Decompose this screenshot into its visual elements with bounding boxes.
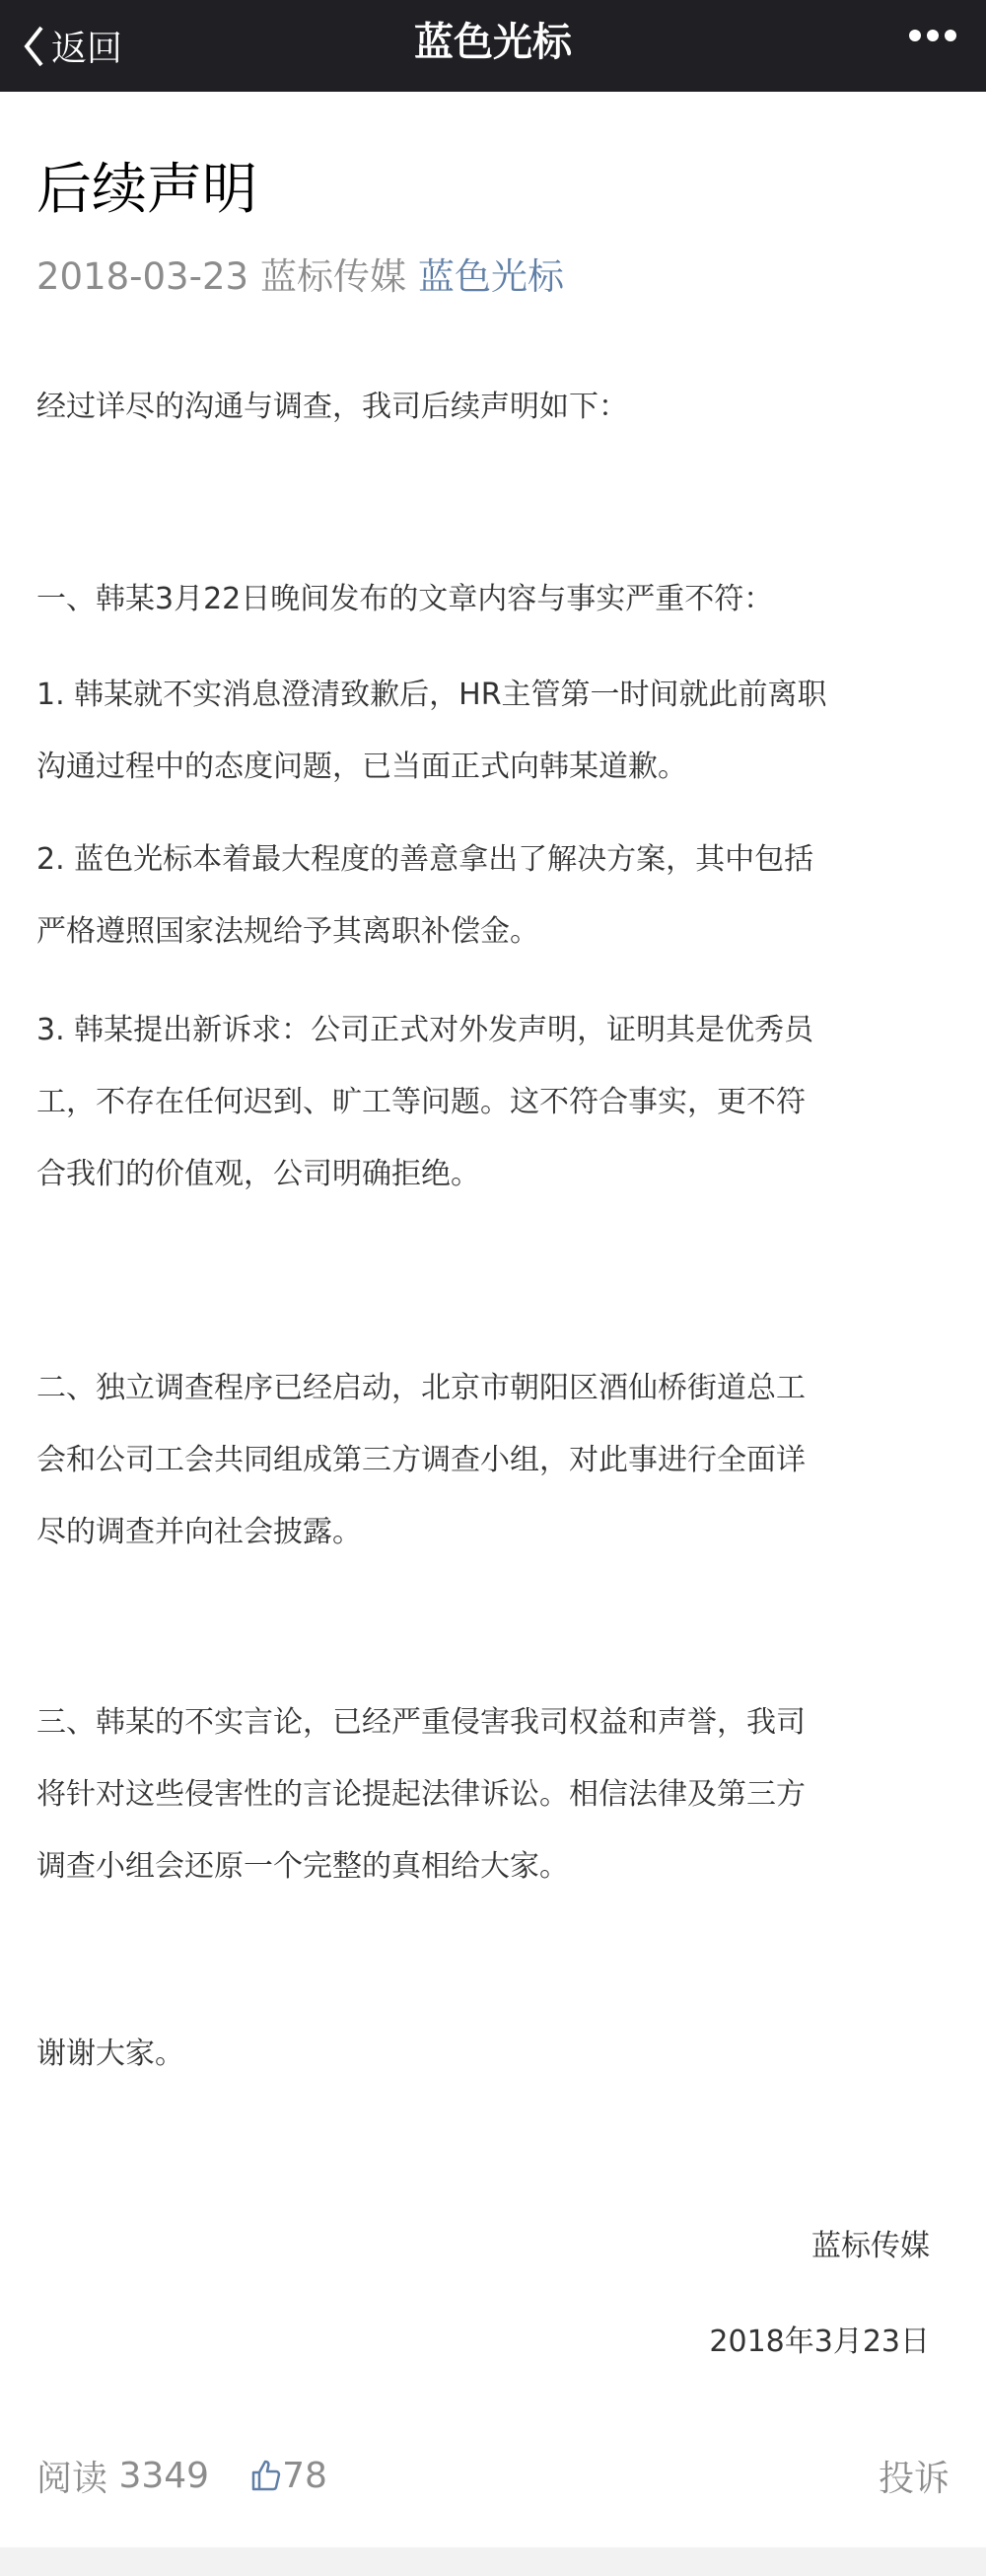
read-count: 3349: [118, 2455, 210, 2496]
nav-bar: [0, 0, 986, 92]
text-line: 调查小组会还原一个完整的真相给大家。: [36, 1849, 569, 1884]
paragraph-section-1: [36, 563, 950, 635]
text-line: 沟通过程中的态度问题，已当面正式向韩某道歉。: [36, 750, 687, 784]
text-line: 工，不存在任何迟到、旷工等问题。这不符合事实，更不符: [36, 1085, 806, 1119]
like-button[interactable]: [250, 2456, 327, 2496]
thumbs-up-icon: [250, 2459, 282, 2492]
paragraph-point-1: [36, 659, 950, 803]
text-line: 3. 韩某提出新诉求：公司正式对外发声明，证明其是优秀员: [36, 1013, 814, 1047]
text-line: 合我们的价值观，公司明确拒绝。: [36, 1157, 480, 1191]
article-source: 蓝标传媒: [260, 255, 407, 298]
read-label: 阅读: [36, 2458, 108, 2499]
more-dots-icon[interactable]: [909, 30, 956, 41]
signature-date: 2018年3月23日: [709, 2325, 930, 2359]
text-line: 尽的调查并向社会披露。: [36, 1515, 362, 1549]
article-title: 后续声明: [36, 158, 257, 222]
paragraph-section-2: [36, 1352, 950, 1568]
text-line: 严格遵照国家法规给予其离职补偿金。: [36, 914, 539, 949]
text-line: 将针对这些侵害性的言论提起法律诉讼。相信法律及第三方: [36, 1777, 806, 1812]
paragraph-point-2: [36, 823, 950, 967]
paragraph-thanks: [36, 2018, 950, 2090]
like-count: 78: [282, 2455, 327, 2496]
nav-title: 蓝色光标: [414, 20, 572, 65]
article-footer: [36, 2446, 950, 2505]
publish-date: 2018-03-23: [36, 255, 249, 298]
signature: 蓝标传媒: [811, 2229, 930, 2263]
report-link[interactable]: 投诉: [878, 2458, 950, 2499]
text-line: 三、韩某的不实言论，已经严重侵害我司权益和声誉，我司: [36, 1705, 806, 1740]
account-link[interactable]: 蓝色光标: [418, 255, 565, 298]
paragraph-section-3: [36, 1686, 950, 1902]
bottom-divider: [0, 2547, 986, 2576]
text-line: 会和公司工会共同组成第三方调查小组，对此事进行全面详: [36, 1443, 806, 1477]
text-line: 谢谢大家。: [36, 2037, 184, 2071]
text-line: 2. 蓝色光标本着最大程度的善意拿出了解决方案，其中包括: [36, 842, 814, 877]
text-line: 1. 韩某就不实消息澄清致歉后，HR主管第一时间就此前离职: [36, 678, 827, 712]
back-label: 返回: [51, 29, 123, 69]
text-line: 一、韩某3月22日晚间发布的文章内容与事实严重不符：: [36, 582, 774, 616]
text-line: 二、独立调查程序已经启动，北京市朝阳区酒仙桥街道总工: [36, 1371, 806, 1405]
text-line: 经过详尽的沟通与调查，我司后续声明如下：: [36, 390, 628, 424]
article-meta: [36, 247, 564, 300]
paragraph-intro: [36, 371, 950, 443]
paragraph-point-3: [36, 994, 950, 1210]
